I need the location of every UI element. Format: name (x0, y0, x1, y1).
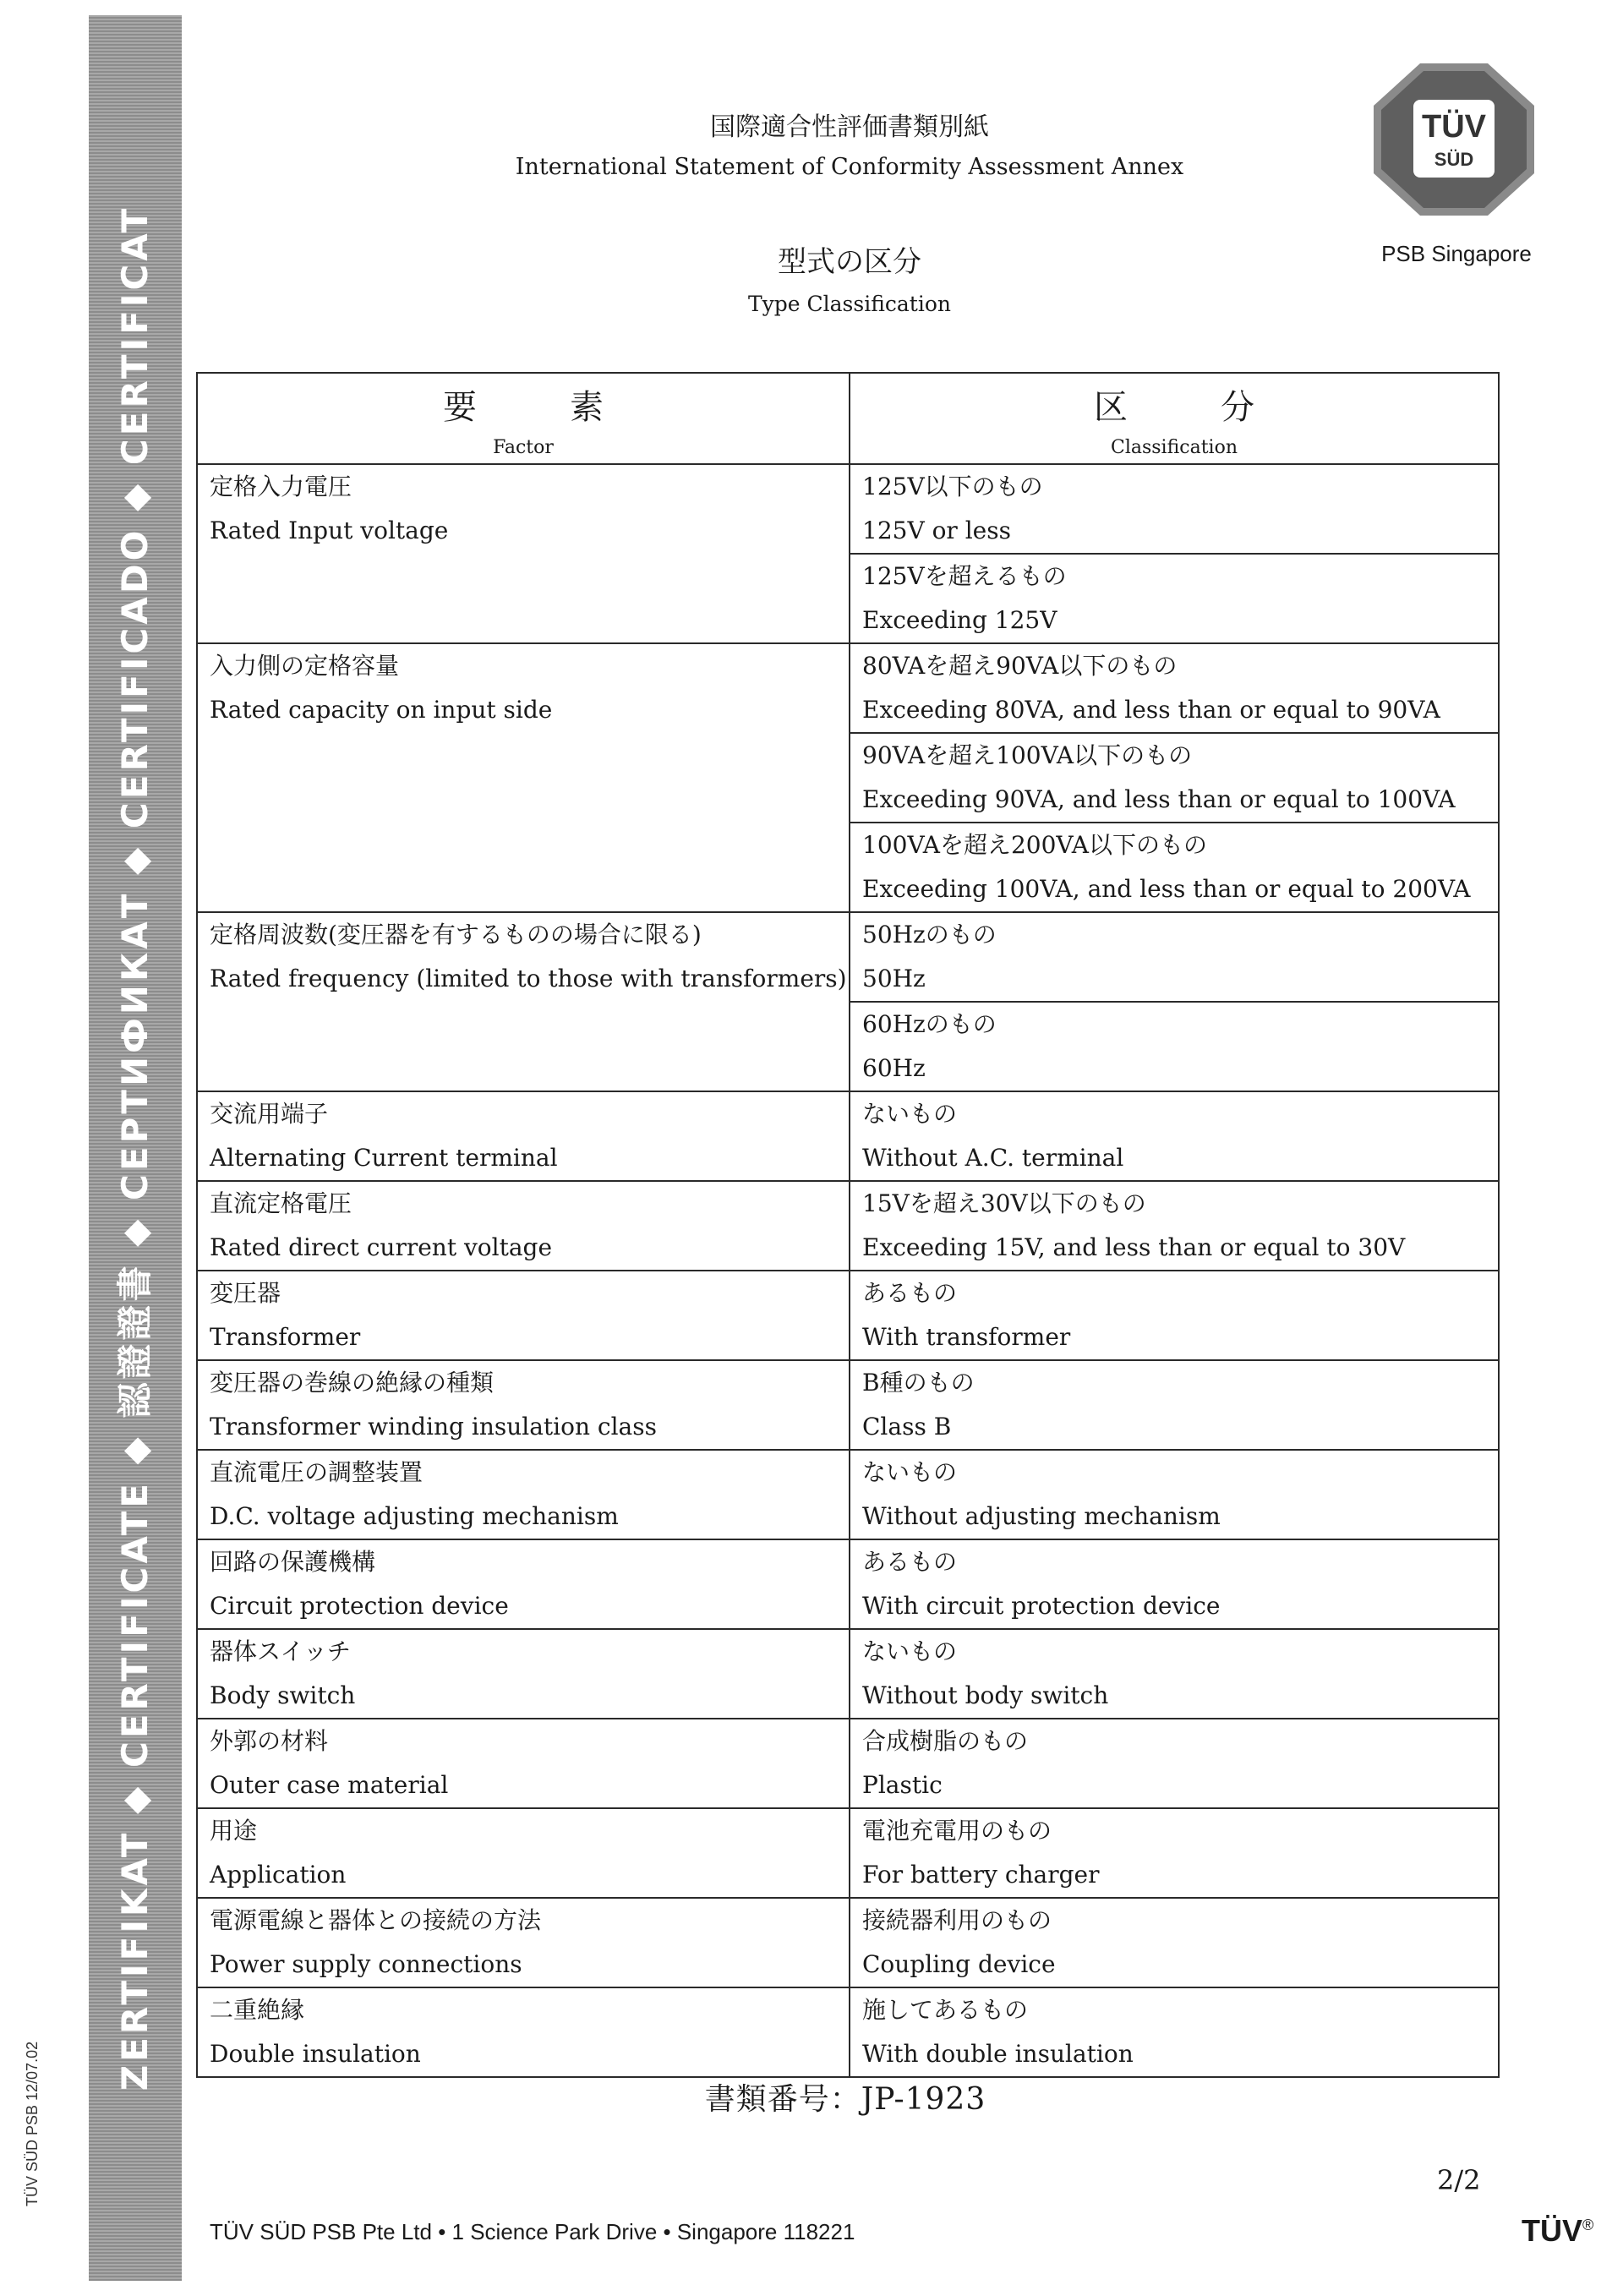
certificate-sidebar-band (89, 15, 182, 2281)
factor-cell (197, 1539, 850, 1629)
factor-cell (197, 1719, 850, 1808)
classification-jp: 125V以下のもの (862, 473, 1043, 500)
factor-cell (197, 464, 850, 643)
classification-en: 60Hz (862, 1054, 926, 1082)
table-row (197, 643, 1499, 733)
registered-mark: ® (1582, 2217, 1594, 2233)
classification-cell (850, 1898, 1499, 1987)
classification-header-jp: 区分 (1094, 388, 1347, 427)
tuv-trademark-text: TÜV (1522, 2213, 1582, 2248)
factor-cell (197, 1450, 850, 1539)
factor-jp: 定格入力電圧 (210, 473, 352, 500)
factor-jp: 外郭の材料 (210, 1727, 329, 1755)
classification-cell (850, 464, 1499, 554)
factor-en: Power supply connections (210, 1950, 522, 1978)
logo-caption: PSB Singapore (1381, 241, 1532, 266)
factor-header-en: Factor (493, 437, 554, 458)
table-row (197, 1360, 1499, 1450)
tuv-sud-logo (1369, 59, 1538, 220)
classification-en: Exceeding 90VA, and less than or equal to 100VA (862, 785, 1456, 813)
factor-cell (197, 1898, 850, 1987)
classification-jp: 90VAを超え100VA以下のもの (862, 741, 1193, 769)
table-row (197, 912, 1499, 1002)
factor-en: Rated capacity on input side (210, 696, 553, 724)
factor-jp: 電源電線と器体との接続の方法 (210, 1906, 542, 1934)
factor-en: Transformer (210, 1323, 361, 1351)
factor-jp: 変圧器 (210, 1279, 281, 1307)
factor-header (197, 373, 850, 464)
factor-jp: 回路の保護機構 (210, 1548, 376, 1576)
classification-jp: 合成樹脂のもの (862, 1727, 1029, 1755)
classification-jp: あるもの (862, 1279, 958, 1307)
factor-cell (197, 1808, 850, 1898)
classification-en: With double insulation (862, 2040, 1134, 2068)
table-row (197, 1719, 1499, 1808)
classification-en: 125V or less (862, 517, 1011, 544)
classification-jp: 15Vを超え30V以下のもの (862, 1189, 1146, 1217)
table-row (197, 1808, 1499, 1898)
table-row (197, 1987, 1499, 2077)
classification-en: With transformer (862, 1323, 1071, 1351)
factor-en: Circuit protection device (210, 1592, 509, 1620)
classification-cell (850, 1271, 1499, 1360)
factor-jp: 変圧器の巻線の絶縁の種類 (210, 1369, 495, 1397)
table-row (197, 1898, 1499, 1987)
classification-en: Exceeding 125V (862, 606, 1057, 634)
classification-en: Class B (862, 1413, 952, 1440)
table-header-row (197, 373, 1499, 464)
factor-jp: 交流用端子 (210, 1100, 329, 1128)
factor-en: Body switch (210, 1681, 356, 1709)
classification-cell (850, 1719, 1499, 1808)
classification-header-en: Classification (1110, 437, 1238, 458)
page-number: 2/2 (1437, 2164, 1481, 2196)
subtitle-english: Type Classification (747, 292, 951, 316)
logo-sud-text: SÜD (1434, 149, 1474, 170)
factor-jp: 入力側の定格容量 (210, 652, 400, 680)
classification-cell (850, 1539, 1499, 1629)
classification-en: For battery charger (862, 1861, 1100, 1889)
factor-jp: 直流電圧の調整装置 (210, 1458, 424, 1486)
factor-jp: 用途 (210, 1817, 258, 1845)
factor-cell (197, 912, 850, 1091)
classification-cell (850, 1629, 1499, 1719)
factor-jp: 器体スイッチ (210, 1637, 351, 1665)
classification-jp: B種のもの (862, 1369, 975, 1397)
table-row (197, 1539, 1499, 1629)
title-japanese: 国際適合性評価書類別紙 (710, 112, 989, 142)
classification-jp: 50Hzのもの (862, 921, 997, 948)
classification-cell (850, 1091, 1499, 1181)
classification-header (850, 373, 1499, 464)
factor-en: Rated direct current voltage (210, 1233, 553, 1261)
classification-cell (850, 1808, 1499, 1898)
table-row (197, 1629, 1499, 1719)
classification-en: Plastic (862, 1771, 943, 1799)
footer-address: TÜV SÜD PSB Pte Ltd • 1 Science Park Drive • Singapore 118221 (210, 2219, 855, 2244)
classification-en: Coupling device (862, 1950, 1056, 1978)
classification-jp: 電池充電用のもの (862, 1817, 1052, 1845)
type-classification-table (196, 372, 1500, 2078)
classification-cell (850, 733, 1499, 823)
classification-en: Exceeding 15V, and less than or equal to 30V (862, 1233, 1406, 1261)
classification-cell (850, 823, 1499, 912)
logo-tuv-text: TÜV (1422, 109, 1486, 145)
title-english: International Statement of Conformity Assessment Annex (515, 154, 1184, 180)
classification-cell (850, 1450, 1499, 1539)
classification-jp: ないもの (862, 1458, 958, 1486)
sidebar-text: ZERTIFIKAT ◆ CERTIFICATE ◆ 認證證書 ◆ СЕРТИФИКАТ ◆ CERTIFICADO ◆ CERTIFICAT (114, 205, 156, 2091)
tuv-trademark (1522, 2213, 1593, 2249)
classification-cell (850, 1181, 1499, 1271)
classification-en: Without A.C. terminal (862, 1144, 1124, 1172)
table-row (197, 1181, 1499, 1271)
classification-jp: 施してあるもの (862, 1996, 1029, 2024)
classification-en: With circuit protection device (862, 1592, 1221, 1620)
table-row (197, 464, 1499, 554)
table-body (197, 464, 1499, 2077)
factor-cell (197, 1629, 850, 1719)
factor-header-jp: 要素 (443, 388, 697, 427)
classification-cell (850, 1987, 1499, 2077)
factor-en: Application (210, 1861, 347, 1889)
factor-cell (197, 643, 850, 912)
classification-jp: ないもの (862, 1100, 958, 1128)
factor-en: D.C. voltage adjusting mechanism (210, 1502, 619, 1530)
table-row (197, 1450, 1499, 1539)
classification-cell (850, 912, 1499, 1002)
table-row (197, 1271, 1499, 1360)
factor-cell (197, 1360, 850, 1450)
form-code: TÜV SÜD PSB 12/07.02 (24, 2041, 41, 2206)
classification-jp: 60Hzのもの (862, 1010, 997, 1038)
classification-cell (850, 643, 1499, 733)
classification-en: Exceeding 80VA, and less than or equal to 90VA (862, 696, 1440, 724)
classification-en: Exceeding 100VA, and less than or equal to 200VA (862, 875, 1471, 903)
factor-cell (197, 1987, 850, 2077)
classification-jp: 80VAを超え90VA以下のもの (862, 652, 1178, 680)
classification-cell (850, 1360, 1499, 1450)
classification-jp: 125Vを超えるもの (862, 562, 1067, 590)
factor-en: Alternating Current terminal (210, 1144, 558, 1172)
classification-jp: 接続器利用のもの (862, 1906, 1052, 1934)
classification-en: Without body switch (862, 1681, 1109, 1709)
classification-cell (850, 554, 1499, 643)
factor-jp: 定格周波数(変圧器を有するものの場合に限る) (210, 921, 702, 948)
document-number: 書類番号：JP-1923 (704, 2082, 986, 2117)
classification-en: 50Hz (862, 965, 926, 992)
factor-cell (197, 1181, 850, 1271)
factor-en: Double insulation (210, 2040, 421, 2068)
factor-en: Rated frequency (limited to those with transformers) (210, 965, 847, 992)
factor-jp: 二重絶縁 (210, 1996, 305, 2024)
classification-en: Without adjusting mechanism (862, 1502, 1221, 1530)
classification-jp: あるもの (862, 1548, 958, 1576)
factor-en: Outer case material (210, 1771, 449, 1799)
classification-jp: 100VAを超え200VA以下のもの (862, 831, 1207, 859)
factor-en: Transformer winding insulation class (210, 1413, 657, 1440)
classification-cell (850, 1002, 1499, 1091)
table-row (197, 1091, 1499, 1181)
classification-jp: ないもの (862, 1637, 958, 1665)
subtitle-japanese: 型式の区分 (778, 245, 921, 279)
factor-jp: 直流定格電圧 (210, 1189, 352, 1217)
factor-cell (197, 1271, 850, 1360)
factor-en: Rated Input voltage (210, 517, 449, 544)
factor-cell (197, 1091, 850, 1181)
